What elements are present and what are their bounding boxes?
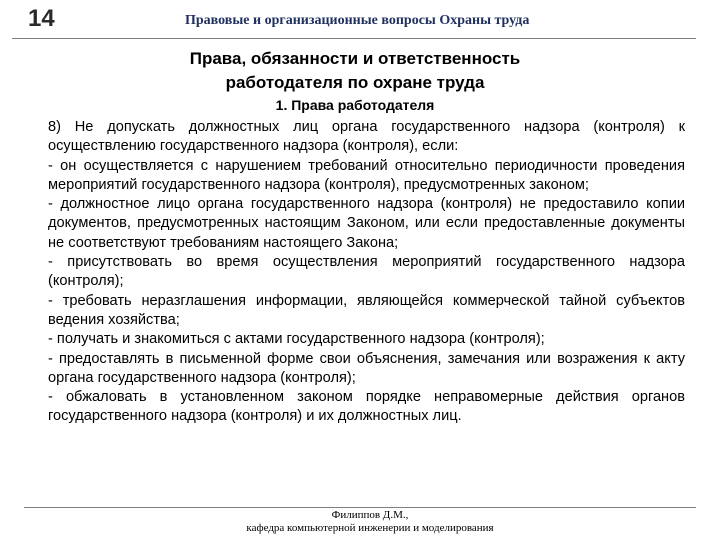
section-title: 1. Права работодателя bbox=[275, 97, 435, 113]
footer-author: Филиппов Д.М., bbox=[331, 509, 409, 521]
page-title-line-1: Права, обязанности и ответственность bbox=[189, 49, 521, 68]
page-title bbox=[0, 47, 710, 95]
header-title: Правовые и организационные вопросы Охраны труда bbox=[185, 13, 530, 28]
paragraph-periodicity: - он осуществляется с нарушением требований относительно периодичности проведения мероприятий государственного надзора (контроля), предусмотренных законом; bbox=[48, 157, 685, 193]
footer-department: кафедра компьютерной инженерии и моделирования bbox=[246, 522, 494, 534]
content-body bbox=[48, 118, 685, 427]
paragraph-attend: - присутствовать во время осуществления мероприятий государственного надзора (контроля); bbox=[48, 254, 685, 290]
header-divider bbox=[12, 38, 696, 39]
paragraph-item-8: 8) Не допускать должностных лиц органа государственного надзора (контроля) к осуществлению государственного надзора (контроля), если: bbox=[48, 119, 685, 155]
footer bbox=[0, 509, 720, 535]
paragraph-documents: - должностное лицо органа государственного надзора (контроля) не предоставило копии документов, предусмотренных настоящим Законом, или если предоставленные документы не соответствуют требованиям настоящего Закона; bbox=[48, 196, 685, 251]
paragraph-acts: - получать и знакомиться с актами государственного надзора (контроля); bbox=[48, 331, 545, 348]
slide-number: 14 bbox=[28, 5, 55, 32]
paragraph-objections: - предоставлять в письменной форме свои объяснения, замечания или возражения к акту органа государственного надзора (контроля); bbox=[48, 350, 685, 386]
page-title-line-2: работодателя по охране труда bbox=[225, 73, 485, 92]
footer-divider bbox=[24, 507, 696, 508]
paragraph-confidentiality: - требовать неразглашения информации, являющейся коммерческой тайной субъектов ведения хозяйства; bbox=[48, 292, 685, 328]
paragraph-appeal: - обжаловать в установленном законом порядке неправомерные действия органов государственного надзора (контроля) и их должностных лиц. bbox=[48, 389, 685, 425]
